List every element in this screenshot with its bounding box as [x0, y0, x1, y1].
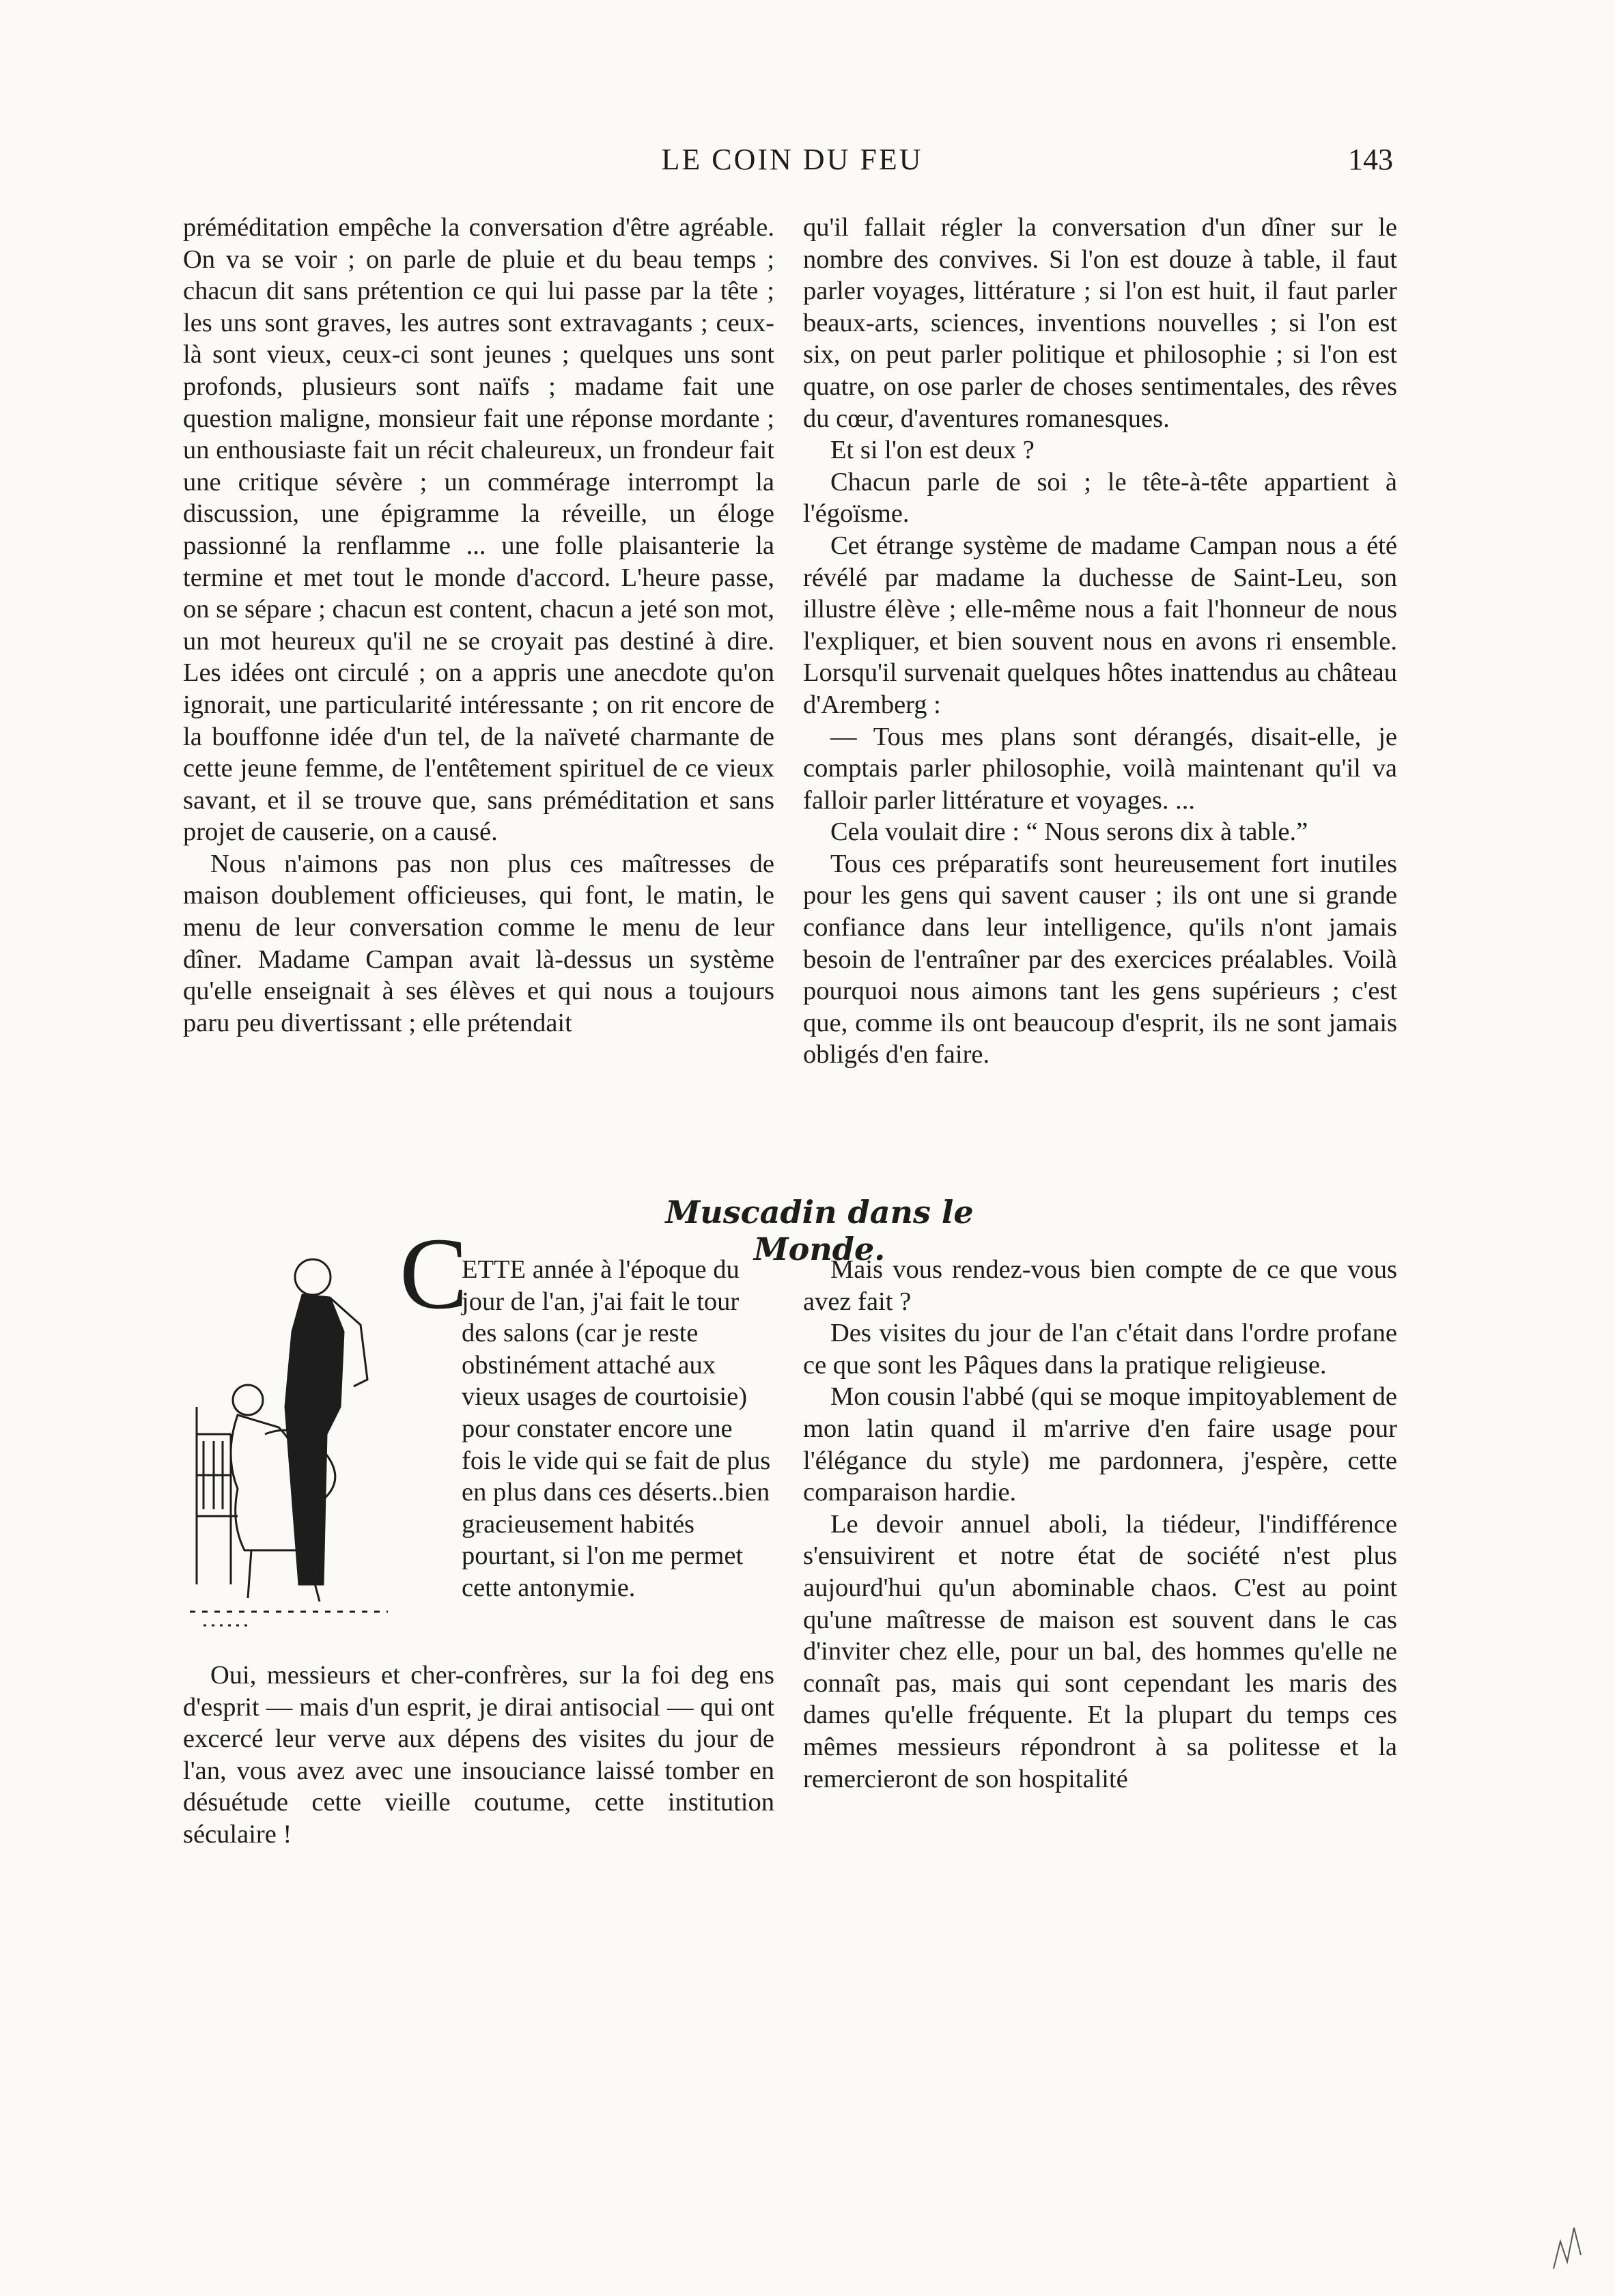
paragraph: Des visites du jour de l'an c'était dans l'ordre profane ce que sont les Pâques dans la pratique religieuse.: [803, 1319, 1397, 1380]
section-title: Muscadin dans le Monde.: [665, 1194, 974, 1268]
page-number: 143: [1348, 143, 1393, 176]
paragraph: ETTE année à l'époque du jour de l'an, j'ai fait le tour des salons (car je reste obstinément attaché aux vieux usages de courtoisie) pour constater encore une fois le vide qui se fait de plus en plus dans ces déserts..bien gracieusement habités pourtant, si l'on me permet cette antonymie.: [462, 1255, 771, 1602]
article2-left-column: [183, 1660, 774, 1851]
drop-cap: C: [399, 1217, 468, 1330]
paragraph: Cet étrange système de madame Campan nous a été révélé par madame la duchesse de Saint-Leu, son illustre élève ; elle-même nous a fait l'honneur de nous l'expliquer, et bien souvent nous en avons ri ensemble. Lorsqu'il survenait quelques hôtes inattendus au château d'Aremberg :: [803, 531, 1397, 719]
paragraph: Cela voulait dire : “ Nous serons dix à table.”: [830, 817, 1308, 847]
paragraph: Chacun parle de soi ; le tête-à-tête appartient à l'égoïsme.: [803, 467, 1397, 529]
running-header: [191, 142, 1393, 190]
paragraph: Oui, messieurs et cher-confrères, sur la foi deg ens d'esprit — mais d'un esprit, je dirai antisocial — qui ont excercé leur verve aux dépens des visites du jour de l'an, vous avez avec une insouciance laissé tomber en désuétude cette vieille coutume, cette institution séculaire !: [183, 1661, 774, 1849]
paragraph: Tous ces préparatifs sont heureusement fort inutiles pour les gens qui savent causer ; ils ont une si grande confiance dans leur intelligence, qu'ils n'ont jamais besoin de l'entraîner par des exercices préalables. Voilà pourquoi nous aimons tant les gens supérieurs ; c'est que, comme ils ont beaucoup d'esprit, ils ne sont jamais obligés d'en faire.: [803, 849, 1397, 1069]
paragraph: Le devoir annuel aboli, la tiédeur, l'indifférence s'ensuivirent et notre état de société n'est plus aujourd'hui qu'un abominable chaos. C'est au point qu'une maîtresse de maison est souvent dans le cas d'inviter chez elle, pour un bal, des hommes qu'elle ne connaît pas, mais qui sont cependant les maris des dames qu'elle fréquente. Et la plupart du temps ces mêmes messieurs répondront à sa politesse et la remercieront de son hospitalité: [803, 1509, 1397, 1793]
paragraph: Mon cousin l'abbé (qui se moque impitoyablement de mon latin quand il m'arrive d'en faire usage pour l'élégance du style) me pardonnera, j'espère, cette comparaison hardie.: [803, 1382, 1397, 1507]
paragraph: Nous n'aimons pas non plus ces maîtresses de maison doublement officieuses, qui font, le matin, le menu de leur conversation comme le menu de leur dîner. Madame Campan avait là-dessus un système qu'elle enseignait à ses élèves et qui nous a toujours paru peu divertissant ; elle prétendait: [183, 849, 774, 1037]
paragraph: Et si l'on est deux ?: [830, 436, 1035, 465]
salon-illustration: [183, 1229, 408, 1639]
article1-right-column: [803, 212, 1397, 1071]
running-title: LE COIN DU FEU: [661, 143, 923, 176]
page-corner-mark: [1547, 2214, 1588, 2276]
paragraph: préméditation empêche la conversation d'être agréable. On va se voir ; on parle de pluie et du beau temps ; chacun dit sans prétention ce qui lui passe par la tête ; les uns sont graves, les autres sont extravagants ; ceux-là sont vieux, ceux-ci sont jeunes ; quelques uns sont profonds, plusieurs sont naïfs ; madame fait une question maligne, monsieur fait une réponse mordante ; un enthousiaste fait un récit chaleureux, un frondeur fait une critique sévère ; un commérage interrompt la discussion, une épigramme la réveille, un éloge passionné la renflamme ... une folle plaisanterie la termine et met tout le monde d'accord. L'heure passe, on se sépare ; chacun est content, chacun a jeté son mot, un mot heureux qu'il ne se croyait pas destiné à dire. Les idées ont circulé ; on a appris une anecdote qu'on ignorait, une particularité intéressante ; on rit encore de la bouffonne idée d'un tel, de la naïveté charmante de cette jeune femme, de l'entêtement spirituel de ce vieux savant, et il se trouve que, sans préméditation et sans projet de causerie, on a causé.: [183, 213, 774, 847]
paragraph: qu'il fallait régler la conversation d'un dîner sur le nombre des convives. Si l'on est douze à table, il faut parler voyages, littérature ; si l'on est huit, il faut parler beaux-arts, sciences, inventions nouvelles ; si l'on est six, on peut parler politique et philosophie ; si l'on est quatre, on ose parler de choses sentimentales, des rêves du cœur, d'aventures romanesques.: [803, 213, 1397, 433]
paragraph: Mais vous rendez-vous bien compte de ce que vous avez fait ?: [803, 1255, 1397, 1316]
article1-left-column: [183, 212, 774, 1039]
article2-right-column: [803, 1254, 1397, 1795]
paragraph: — Tous mes plans sont dérangés, disait-elle, je comptais parler philosophie, voilà maintenant qu'il va falloir parler littérature et voyages. ...: [803, 722, 1397, 815]
article2-intro-column: [462, 1254, 774, 1604]
